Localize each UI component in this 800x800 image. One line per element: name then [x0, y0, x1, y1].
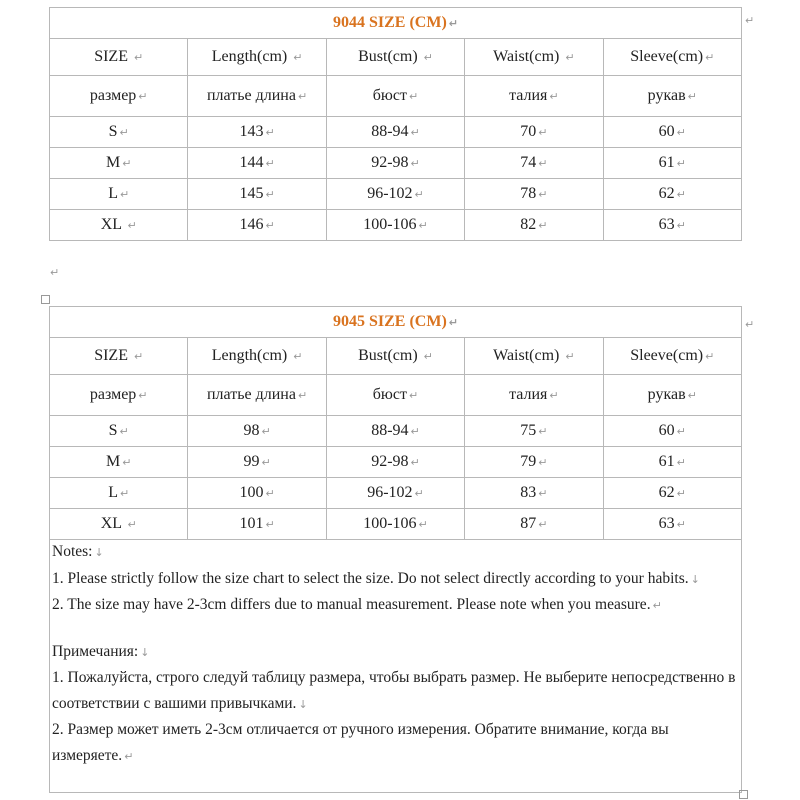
header-waist: Waist(cm) ↵ — [465, 39, 603, 76]
ru-header-waist: талия ↵ — [465, 375, 603, 416]
cell-sleeve: 63 ↵ — [603, 509, 741, 540]
cell-waist: 78 ↵ — [465, 179, 603, 210]
cell-length: 145 ↵ — [188, 179, 326, 210]
cell-size: M ↵ — [50, 447, 188, 478]
cell-sleeve: 60 ↵ — [603, 117, 741, 148]
header-waist: Waist(cm) ↵ — [465, 338, 603, 375]
header-length: Length(cm) ↵ — [188, 338, 326, 375]
cell-length: 98 ↵ — [188, 416, 326, 447]
cell-sleeve: 63 ↵ — [603, 210, 741, 241]
cell-size: XL ↵ — [50, 210, 188, 241]
ru-header-bust: бюст ↵ — [326, 76, 464, 117]
cell-sleeve: 61 ↵ — [603, 148, 741, 179]
table-resize-handle[interactable] — [739, 790, 748, 799]
cell-size: S ↵ — [50, 117, 188, 148]
table-row — [50, 210, 742, 241]
cell-length: 146 ↵ — [188, 210, 326, 241]
cell-waist: 82 ↵ — [465, 210, 603, 241]
cell-bust: 96-102 ↵ — [326, 478, 464, 509]
header-bust: Bust(cm) ↵ — [326, 338, 464, 375]
table-row — [50, 179, 742, 210]
ru-header-length: платье длина ↵ — [188, 375, 326, 416]
cell-size: S ↵ — [50, 416, 188, 447]
ru-header-size: размер ↵ — [50, 76, 188, 117]
paragraph-mark: ↵ — [50, 266, 60, 279]
cell-bust: 96-102 ↵ — [326, 179, 464, 210]
row-end-mark: ↵ — [745, 14, 755, 27]
size-table-9045 — [49, 306, 742, 540]
notes-title: Notes: ↓ — [52, 543, 104, 560]
cell-sleeve: 60 ↵ — [603, 416, 741, 447]
notes-section — [49, 535, 742, 793]
table-row — [50, 117, 742, 148]
ru-header-sleeve: рукав ↵ — [603, 375, 741, 416]
note-ru-1: 1. Пожалуйста, строго следуй таблицу размера, чтобы выбрать размер. Не выберите непосредственно в соответствии с вашими привычками. ↓ — [52, 669, 736, 712]
cell-waist: 75 ↵ — [465, 416, 603, 447]
cell-bust: 88-94 ↵ — [326, 117, 464, 148]
table-row — [50, 447, 742, 478]
note-en-2: 2. The size may have 2-3cm differs due to manual measurement. Please note when you measure. ↵ — [52, 596, 662, 613]
header-length: Length(cm) ↵ — [188, 39, 326, 76]
ru-header-size: размер ↵ — [50, 375, 188, 416]
cell-sleeve: 62 ↵ — [603, 179, 741, 210]
table-row — [50, 478, 742, 509]
header-size: SIZE ↵ — [50, 39, 188, 76]
table-move-handle[interactable] — [41, 295, 50, 304]
cell-waist: 87 ↵ — [465, 509, 603, 540]
header-bust: Bust(cm) ↵ — [326, 39, 464, 76]
cell-bust: 92-98 ↵ — [326, 447, 464, 478]
note-en-1: 1. Please strictly follow the size chart to select the size. Do not select directly according to your habits. ↓ — [52, 569, 700, 587]
cell-bust: 92-98 ↵ — [326, 148, 464, 179]
row-end-mark: ↵ — [745, 318, 755, 331]
cell-waist: 83 ↵ — [465, 478, 603, 509]
cell-size: L ↵ — [50, 179, 188, 210]
ru-header-waist: талия ↵ — [465, 76, 603, 117]
header-sleeve: Sleeve(cm) ↵ — [603, 39, 741, 76]
cell-waist: 74 ↵ — [465, 148, 603, 179]
notes-title-ru: Примечания: ↓ — [52, 642, 150, 660]
cell-sleeve: 61 ↵ — [603, 447, 741, 478]
cell-size: M ↵ — [50, 148, 188, 179]
cell-bust: 100-106 ↵ — [326, 509, 464, 540]
cell-bust: 100-106 ↵ — [326, 210, 464, 241]
cell-size: L ↵ — [50, 478, 188, 509]
header-size: SIZE ↵ — [50, 338, 188, 375]
cell-length: 100 ↵ — [188, 478, 326, 509]
cell-length: 143 ↵ — [188, 117, 326, 148]
cell-bust: 88-94 ↵ — [326, 416, 464, 447]
cell-length: 144 ↵ — [188, 148, 326, 179]
cell-waist: 70 ↵ — [465, 117, 603, 148]
cell-sleeve: 62 ↵ — [603, 478, 741, 509]
cell-length: 101 ↵ — [188, 509, 326, 540]
cell-waist: 79 ↵ — [465, 447, 603, 478]
ru-header-length: платье длина ↵ — [188, 76, 326, 117]
table-title: 9044 SIZE (CM) ↵ — [50, 8, 742, 39]
size-table-9044 — [49, 7, 742, 241]
table-title: 9045 SIZE (CM) ↵ — [50, 307, 742, 338]
ru-header-bust: бюст ↵ — [326, 375, 464, 416]
cell-size: XL ↵ — [50, 509, 188, 540]
ru-header-sleeve: рукав ↵ — [603, 76, 741, 117]
note-ru-2: 2. Размер может иметь 2-3см отличается от ручного измерения. Обратите внимание, когда вы измеряете. ↵ — [52, 721, 669, 764]
cell-length: 99 ↵ — [188, 447, 326, 478]
table-row — [50, 416, 742, 447]
table-row — [50, 148, 742, 179]
header-sleeve: Sleeve(cm) ↵ — [603, 338, 741, 375]
